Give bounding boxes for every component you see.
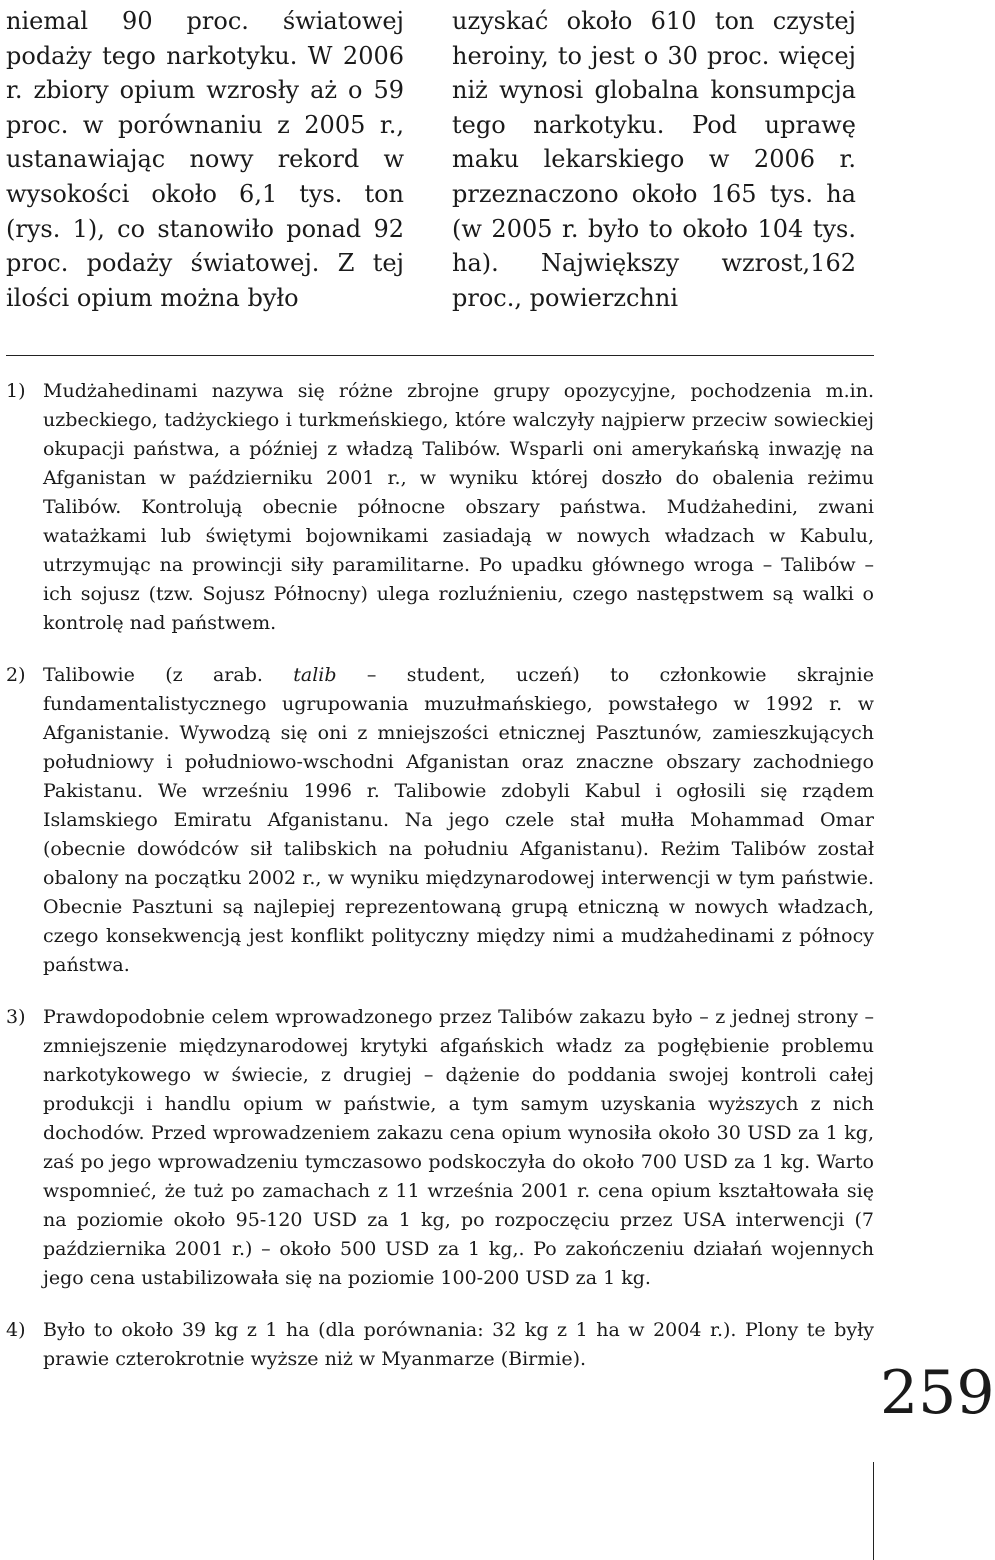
footnote-number: 4) bbox=[6, 1319, 26, 1341]
footnote-number: 1) bbox=[6, 380, 26, 402]
body-text-left-column: niemal 90 proc. światowej podaży tego narkotyku. W 2006 r. zbiory opium wzrosły aż o 59 proc. w porównaniu z 2005 r., ustanawiając nowy rekord w wysokości około 6,1 tys. ton (rys. 1), co stanowiło ponad 92 proc. podaży światowej. Z tej ilości opium można było bbox=[6, 7, 404, 312]
footnote-text-end: – student, uczeń) to członkowie skrajnie fundamentalistycznego ugrupowania muzułmańskiego, powstałego w 1992 r. w Afganistanie. Wywodzą się oni z mniejszości etnicznej Pasztunów, zamieszkujących południowy i południowo-wschodni Afganistan oraz znaczne obszary zachodniego Pakistanu. We wrześniu 1996 r. Talibowie zdobyli Kabul i ogłosili się rządem Islamskiego Emiratu Afganistanu. Na jego czele stał mułła Mohammad Omar (obecnie dowódców sił talibskich na południu Afganistanu). Reżim Talibów został obalony na początku 2002 r., w wyniku międzynarodowej interwencji w tym państwie. Obecnie Pasztuni są najlepiej reprezentowaną grupą etniczną w nowych władzach, czego konsekwencją jest konflikt polityczny między nimi a mudżahedinami z północy państwa. bbox=[43, 664, 874, 976]
footnote-number: 3) bbox=[6, 1006, 26, 1028]
footnote-2 bbox=[6, 661, 874, 980]
footnote-number: 2) bbox=[6, 664, 26, 686]
body-text-right-column: uzyskać około 610 ton czystej heroiny, to jest o 30 proc. więcej niż wynosi globalna konsumpcja tego narkotyku. Pod uprawę maku lekarskiego w 2006 r. przeznaczono około 165 tys. ha (w 2005 r. było to około 104 tys. ha). Największy wzrost,162 proc., powierzchni bbox=[452, 7, 856, 312]
footnote-4 bbox=[6, 1316, 874, 1374]
footnote-text: Było to około 39 kg z 1 ha (dla porównania: 32 kg z 1 ha w 2004 r.). Plony te były prawie czterokrotnie wyższe niż w Myanmarze (Birmie). bbox=[43, 1319, 874, 1370]
footnote-3 bbox=[6, 1003, 874, 1293]
margin-rule bbox=[873, 1462, 874, 1560]
footnote-text-start: Talibowie (z arab. bbox=[43, 664, 294, 686]
footnotes bbox=[6, 377, 874, 1374]
footnote-1 bbox=[6, 377, 874, 638]
footnote-separator bbox=[6, 355, 874, 356]
footnote-text: Prawdopodobnie celem wprowadzonego przez Talibów zakazu było – z jednej strony – zmniejszenie międzynarodowej krytyki afgańskich władz za pogłębienie problemu narkotykowego w świecie, z drugiej – dążenie do poddania swojej kontroli całej produkcji i handlu opium w państwie, a tym samym uzyskania wyższych z nich dochodów. Przed wprowadzeniem zakazu cena opium wynosiła około 30 USD za 1 kg, zaś po jego wprowadzeniu tymczasowo podskoczyła do około 700 USD za 1 kg. Warto wspomnieć, że tuż po zamachach z 11 września 2001 r. cena opium kształtowała się na poziomie około 95-120 USD za 1 kg, po rozpoczęciu przez USA interwencji (7 października 2001 r.) – około 500 USD za 1 kg,. Po zakończeniu działań wojennych jego cena ustabilizowała się na poziomie 100-200 USD za 1 kg. bbox=[43, 1006, 874, 1289]
footnote-italic-term: talib bbox=[293, 664, 337, 686]
footnote-text: Mudżahedinami nazywa się różne zbrojne grupy opozycyjne, pochodzenia m.in. uzbeckiego, tadżyckiego i turkmeńskiego, które walczyły najpierw przeciw sowieckiej okupacji państwa, a później z władzą Talibów. Wsparli oni amerykańską inwazję na Afganistan w październiku 2001 r., w wyniku której doszło do obalenia reżimu Talibów. Kontrolują obecnie północne obszary państwa. Mudżahedini, zwani watażkami lub świętymi bojownikami zasiadają w nowych władzach w Kabulu, utrzymując na prowincji siły paramilitarne. Po upadku głównego wroga – Talibów – ich sojusz (tzw. Sojusz Północny) ulega rozluźnieniu, czego następstwem są walki o kontrolę nad państwem. bbox=[43, 380, 874, 634]
page-number: 259 bbox=[880, 1358, 995, 1428]
